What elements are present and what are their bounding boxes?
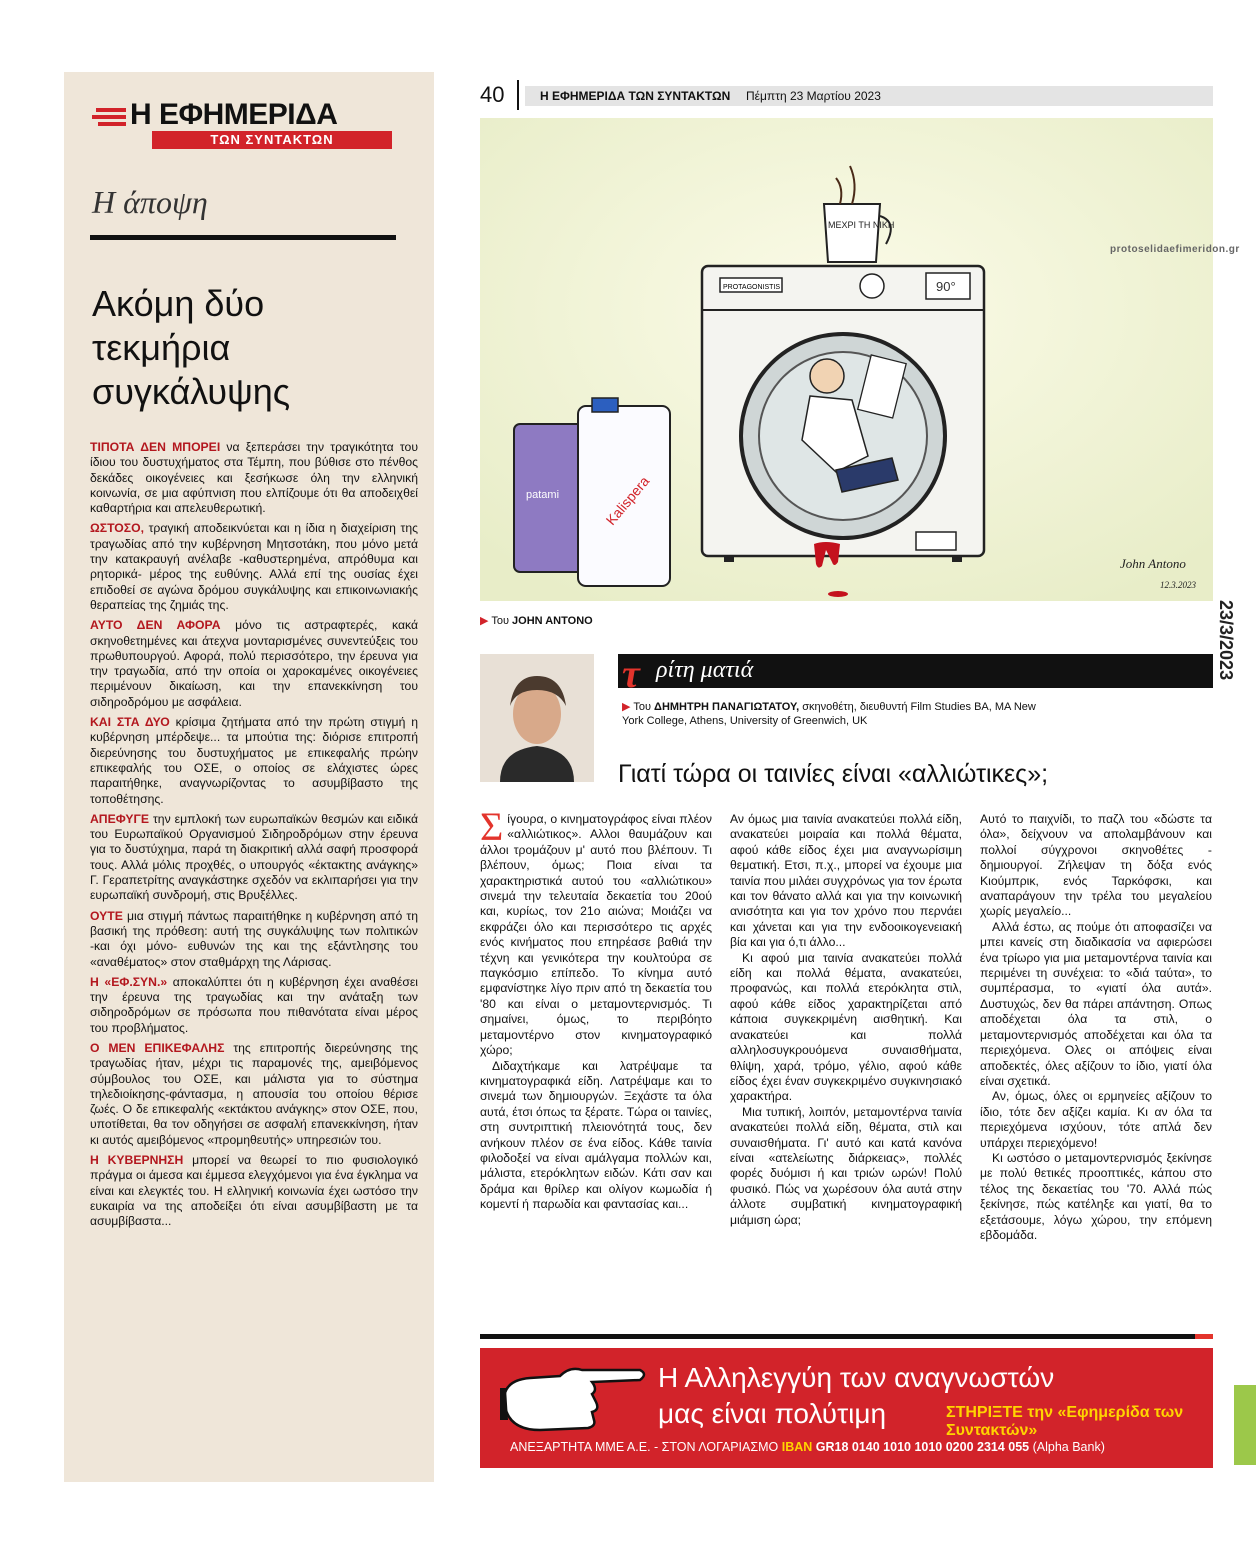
edge-date: 23/3/2023 (1216, 600, 1236, 681)
mug-label: ΜΕΧΡΙ ΤΗ ΝΙΚΗ (828, 220, 895, 230)
credit-arrow-icon: ▶ (480, 615, 492, 627)
page-number: 40 (480, 82, 505, 107)
opinion-paragraph: ΟΥΤΕ μια στιγμή πάντως παραιτήθηκε η κυβέρνηση από τη βασική της πρόθεση: αυτή της συγκάλυψης των πολιτικών -και όχι μόνο- ευθυνών της και της εξάντλησης του «αναθέματος» στον σταθμάρχη της Λάρισας. (90, 908, 418, 969)
ad-subheadline: μας είναι πολύτιμη (658, 1398, 887, 1429)
machine-temperature: 90° (936, 279, 956, 294)
ad-call-to-action: ΣΤΗΡΙΞΤΕ την «Εφημερίδα των Συντακτών» (946, 1404, 1184, 1439)
article-column (480, 804, 712, 1213)
opinion-title-line: τεκμήρια (92, 327, 231, 368)
article-column (730, 812, 962, 1228)
opinion-paragraph: ΤΙΠΟΤΑ ΔΕΝ ΜΠΟΡΕΙ να ξεπεράσει την τραγικότητα του ίδιου του δυστυχήματος στα Τέμπη, που βύθισε στο πένθος δεκάδες οικογένειες και ξεσήκωσε όλη την ελληνική κοινωνία, σε μια αφύπνιση που ελπίζουμε ότι θα αποδειχθεί καθαρτήρια και απελευθερωτική. (90, 440, 418, 516)
bottle-two-label: Kalispera (602, 473, 653, 529)
article-paragraph: Κι αφού μια ταινία ανακατεύει πολλά είδη και πολλά θέματα, ανακατεύει, προφανώς, και πολλά ετερόκλητα στιλ, αφού κάθε είδος χαρακτηρίζεται από κάποια συγκεκριμένη αισθητική. Και ανακατεύει και πολλά αλληλοσυγκρουόμενα συναισθήματα, θλίψη, χαρά, τρόμο, γέλιο, αφού κάθε είδος έχει έναν συγκεκριμένο συγκινησιακό χαρακτήρα. (730, 950, 962, 1104)
article-paragraph: Αν, όμως, όλες οι ερμηνείες αξίζουν το ίδιο, τότε δεν αξίζει καμία. Κι αν όλα τα περιεχόμενα ισχύουν, τότε απλά δεν υπάρχει περιεχόμενο! (980, 1089, 1212, 1150)
article-paragraph: Διδαχτήκαμε και λατρέψαμε τα κινηματογραφικά είδη. Λατρέψαμε και το σινεμά των δημιουργών. Ξεχάστε τα όλα αυτά, έτσι όπως τα ξέρατε. Τώρα οι ταινίες, στη συντριπτική πλειονότητά τους, δεν ανήκουν πλέον σε ένα είδος. Κάθε ταινία φιλοδοξεί να είναι αμάλγαμα πολλών και, μάλιστα, ετερόκλητων ειδών. Κάτι σαν και δράμα και θρίλερ και ολίγον κωμωδία ή κομεντί ή παρωδία και φαντασίας και... (480, 1058, 712, 1212)
byline-arrow-icon: ▶ (622, 701, 634, 713)
bottle-one-label: patami (526, 489, 560, 501)
edge-tab (1234, 1385, 1256, 1465)
cartoon-illustration (480, 118, 1213, 601)
opinion-paragraph: Ο ΜΕΝ ΕΠΙΚΕΦΑΛΗΣ της επιτροπής διερεύνησης της τραγωδίας ήταν, μέχρι τις παραμονές της, αμειβόμενος σύμβουλος του ΟΣΕ, και μάλιστα για το σύστημα τηλεδιοίκησης-φάντασμα, η απουσία του οποίου θέρισε ζωές. Ο δε επικεφαλής «εκτάκτου ανάγκης» στον ΟΣΕ, που, υποτίθεται, θα τον οδηγήσει σε ασφαλή επανεκκίνηση, ήταν κι αυτός αμειβόμενος «προμηθευτής» υπηρεσιών του. (90, 1040, 418, 1147)
page-number-divider (517, 80, 519, 110)
article-bottom-rule (480, 1334, 1213, 1339)
header-paper-name: Η ΕΦΗΜΕΡΙΔΑ ΤΩΝ ΣΥΝΤΑΚΤΩΝ (540, 89, 731, 103)
article-paragraph: Αν όμως μια ταινία ανακατεύει πολλά είδη, ανακατεύει μοιραία και πολλά θέματα, αφού κάθε είδος έχει μια αναγνωρίσιμη θεματική. Ετσι, π.χ., μπορεί να έχουμε μια ταινία που μιλάει συγχρόνως για τον έρωτα και τον θάνατο αλλά και για την κοινωνική ανισότητα και για τον χρόνο που περνάει και χάνεται και για την ενδοοικογενειακή βία και για ό,τι άλλο... (730, 812, 962, 950)
speed-stripes-icon (90, 106, 128, 130)
opinion-paragraph: Η «ΕΦ.ΣΥΝ.» αποκαλύπτει ότι η κυβέρνηση έχει αναθέσει την έρευνα της τραγωδίας και την ανάταξη των σιδηροδρόμων σε πρόσωπα που πιθανότατα είναι μέρος του προβλήματος. (90, 974, 418, 1035)
author-byline: ▶ Του ΔΗΜΗΤΡΗ ΠΑΝΑΓΙΩΤΑΤΟΥ, σκηνοθέτη, διευθυντή Film Studies BA, MA New York College, Athens, University of Greenwich, UK (622, 701, 1036, 727)
article-title: Γιατί τώρα οι ταινίες είναι «αλλιώτικες»; (618, 760, 1049, 788)
watermark: protoselidaefimeridon.gr (1110, 244, 1240, 255)
ad-bank-details: ΑΝΕΞΑΡΤΗΤΑ ΜΜΕ Α.Ε. - ΣΤΟΝ ΛΟΓΑΡΙΑΣΜΟ IBAN GR18 0140 1010 1010 0200 2314 055 (Alpha Bank) (510, 1440, 1105, 1454)
article-bottom-rule-accent (1195, 1334, 1213, 1339)
ad-headline: Η Αλληλεγγύη των αναγνωστών (658, 1362, 1055, 1393)
masthead-sub: ΤΩΝ ΣΥΝΤΑΚΤΩΝ (152, 131, 392, 149)
opinion-paragraph: ΑΠΕΦΥΓΕ την εμπλοκή των ευρωπαϊκών θεσμών και ειδικά του Ευρωπαϊκού Οργανισμού Σιδηροδρόμων στην έρευνα για το δυστύχημα, παρά τη διακριτική αλλά σαφή προσφορά τους. Αλλά μόλις προχθές, ο υπουργός «έκτακτης ανάγκης» Γ. Γεραπετρίτης αναγκάστηκε σχεδόν να εκλιπαρήσει για την ευρωπαϊκή συνδρομή, στις Βρυξέλλες. (90, 811, 418, 903)
solidarity-ad (480, 1348, 1213, 1468)
opinion-paragraph: ΩΣΤΟΣΟ, τραγική αποδεικνύεται και η ίδια η διαχείριση της τραγωδίας από την κυβέρνηση Μητσοτάκη, που μόνο μετά την κατακραυγή ανέλαβε -καθυστερημένα, απρόθυμα και ρητορικά- μέρος της ευθύνης. Αλλά επί της ουσίας έχει επιδοθεί σε αγώνα δρόμου συγκάλυψης και επικοινωνιακής θεραπείας της ζημιάς της. (90, 521, 418, 612)
column-name: ρίτη ματιά (656, 657, 754, 683)
opinion-body (90, 440, 418, 1235)
drop-cap: Σ (480, 804, 504, 849)
opinion-section-heading: Η άποψη (92, 184, 208, 220)
opinion-title-line: Ακόμη δύο (92, 283, 265, 324)
opinion-paragraph: Η ΚΥΒΕΡΝΗΣΗ μπορεί να θεωρεί το πιο φυσιολογικό πράγμα οι άμεσα και έμμεσα ελεγχόμενοι για ένα έγκλημα να είναι και ελεγκτές του. Η ελληνική κοινωνία έχει ωστόσο την ευκαιρία να της αποδείξει ότι είναι ασυμβίβαστη με τα ασυμβίβαστα... (90, 1153, 418, 1229)
article-paragraph: Αυτό το παιχνίδι, το παζλ του «δώστε τα όλα», δείχνουν να απολαμβάνουν και πολλοί σύγχρονοι σκηνοθέτες - δημιουργοί. Ζήλεψαν τη δόξα ενός Κιούμπρικ, ενός Ταρκόφσκι, και αναπαράγουν την τρέλα του μεγαλείου χωρίς μεγαλείο... (980, 812, 1212, 919)
article-paragraph: Σίγουρα, ο κινηματογράφος είναι πλέον «αλλιώτικος». Αλλοι θαυμάζουν και άλλοι τρομάζουν μ' αυτό που βλέπουν. Τι βλέπουν, όμως; Ποια είναι τα χαρακτηριστικά αυτού του «αλλιώτικου» σινεμά την τελευταία δεκαετία του 20ού και, κυρίως, τον 21ο αιώνα; Μοιάζει να εκφράζει όλο και περισσότερο τις αρχές ενός κινήματος που επηρέασε βαθιά την τέχνη και γενικότερα την κουλτούρα σε παγκόσμιο επίπεδο. Το κίνημα αυτό εμφανίστηκε λίγο πριν από τη δεκαετία του '80 και είναι ο μεταμοντερνισμός. Τι σημαίνει, όμως, το περιβόητο μεταμοντέρνο στον κινηματογραφικό χώρο; (480, 804, 712, 1058)
article-paragraph: Κι ωστόσο ο μεταμοντερνισμός ξεκίνησε με πολύ θετικές προοπτικές, κάπου στο τέλος της δεκαετίας του '70. Αλλά πώς ξεκίνησε, πώς κατέληξε και γιατί, θα το εξετάσουμε, λόγω χώρου, την επόμενη εβδομάδα. (980, 1150, 1212, 1242)
article-paragraph: Αλλά έστω, ας πούμε ότι αποφασίζει να μπει κανείς στη διαδικασία να αφιερώσει ένα τρίωρο για μια μεταμοντέρνα ταινία και περιμένει τη συνέχεια: το «διά ταύτα», το συμπέρασμα, το «γιατί όλα αυτά». Δυστυχώς, δεν θα πάρει απάντηση. Οπως αποδέχεται όλα τα στιλ, ο μεταμοντερνισμός αποδέχεται και όλα τα περιεχόμενα. Ολες οι απόψεις είναι αποδεκτές, όλες αξίζουν το ίδιο, γιατί όλα είναι σχετικά. (980, 919, 1212, 1088)
column-initial: τ (622, 651, 640, 696)
cartoon-credit: ▶ Του JOHN ANTONO (480, 615, 593, 627)
opinion-divider (90, 235, 396, 240)
cartoon-signature-date: 12.3.2023 (1160, 580, 1196, 590)
machine-label: PROTAGONISTIS (723, 284, 781, 291)
header-date: Πέμπτη 23 Μαρτίου 2023 (746, 89, 881, 103)
opinion-paragraph: ΑΥΤΟ ΔΕΝ ΑΦΟΡΑ μόνο τις αστραφτερές, κακά σκηνοθετημένες και άτεχνα μονταρισμένες συνεντεύξεις του πρωθυπουργού. Αφορά, πολύ περισσότερο, την έρευνα για την τραγωδία, από την οποία οι χαροκαμένες οικογένειες περιμένουν δικαίωση, και την επανεκκίνηση του σιδηροδρόμου με ασφάλεια. (90, 618, 418, 709)
opinion-title-line: συγκάλυψης (92, 371, 291, 412)
masthead-main: Η ΕΦΗΜΕΡΙΔΑ (130, 98, 338, 131)
opinion-title (92, 282, 412, 414)
article-column (980, 812, 1212, 1243)
article-paragraph: Μια τυπική, λοιπόν, μεταμοντέρνα ταινία ανακατεύει πολλά είδη, θέματα, στιλ και συναισθήματα. Γι' αυτό και κατά κανόνα είναι «ατελείωτης διάρκειας», πολλές φορές δυόμισι ή και τριών ωρών! Πολύ φυσικό. Πώς να χωρέσουν όλα αυτά στην άλλοτε συμβατική κινηματογραφική μιάμιση ώρα; (730, 1104, 962, 1227)
opinion-paragraph: ΚΑΙ ΣΤΑ ΔΥΟ κρίσιμα ζητήματα από την πρώτη στιγμή η κυβέρνηση μπέρδεψε... τα μπούτια της: διόρισε επιτροπή διερεύνησης του δυστυχήματος με επικεφαλής πρώην επικεφαλής του ΟΣΕ, ο οποίος σε ελάχιστες ώρες παραιτήθηκε, αναγνωρίζοντας το ασυμβίβαστο της τοποθέτησης. (90, 715, 418, 806)
masthead-logo (90, 98, 410, 150)
pointing-hand-icon (500, 1360, 650, 1438)
author-portrait (480, 654, 594, 782)
cartoon-signature: John Antono (1120, 556, 1186, 571)
